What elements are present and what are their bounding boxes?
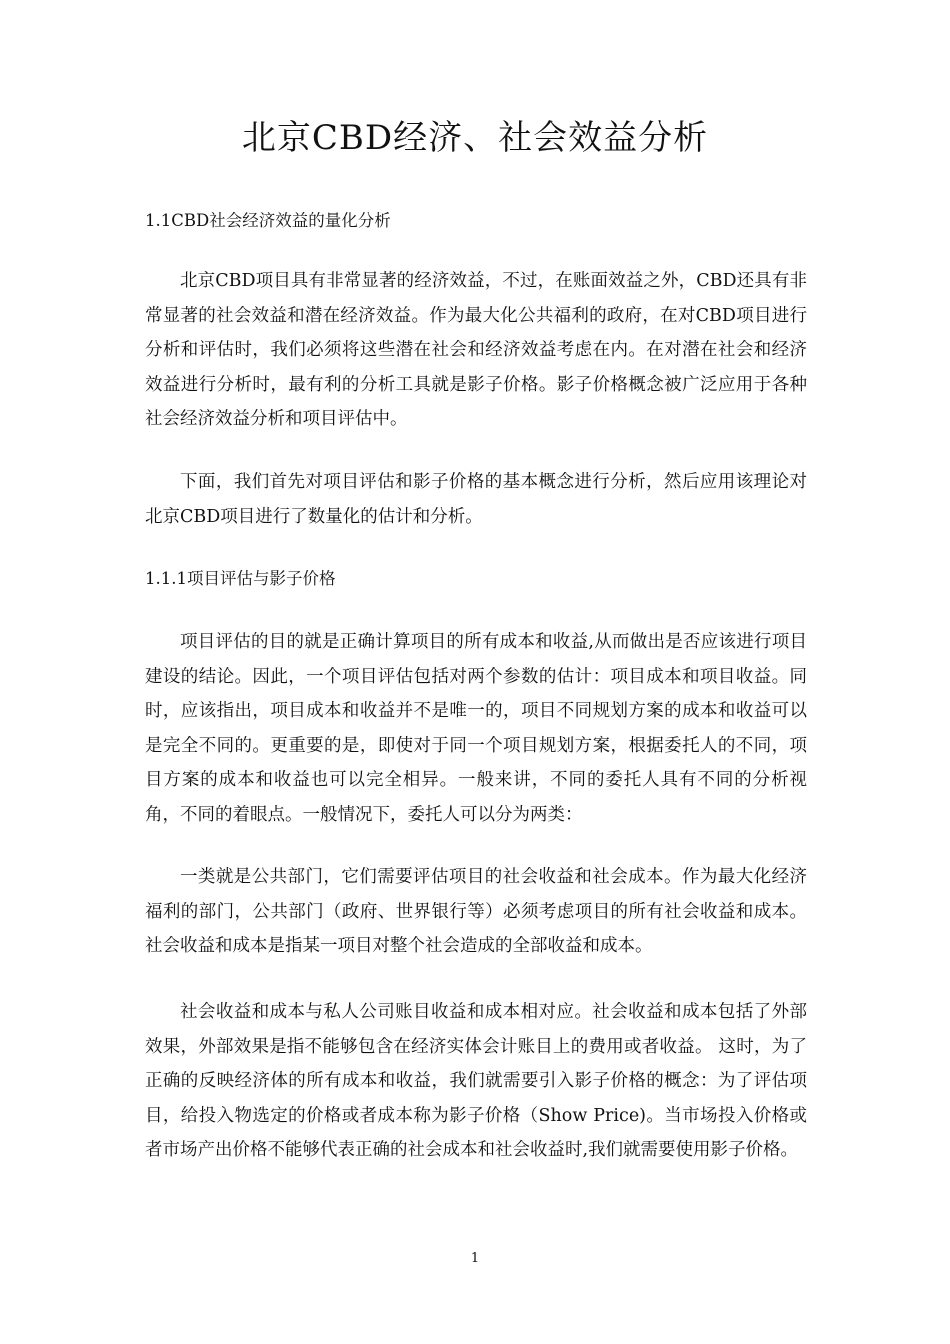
body-paragraph: 下面，我们首先对项目评估和影子价格的基本概念进行分析，然后应用该理论对北京CBD项目进行了数量化的估计和分析。 <box>145 472 807 527</box>
document-title: 北京CBD经济、社会效益分析 <box>241 118 709 158</box>
subsection-heading: 1.1.1项目评估与影子价格 <box>145 569 336 588</box>
section-heading: 1.1CBD社会经济效益的量化分析 <box>145 211 391 230</box>
body-paragraph: 社会收益和成本与私人公司账目收益和成本相对应。社会收益和成本包括了外部效果，外部效果是指不能够包含在经济实体会计账目上的费用或者收益。 这时，为了正确的反映经济体的所有成本和收益，我们就需要引入影子价格的概念：为了评估项目，给投入物选定的价格或者成本称为影子价格（Show Price)。当市场投入价格或者市场产出价格不能够代表正确的社会成本和社会收益时,我们就需要使用影子价格。 <box>145 1002 807 1161</box>
body-paragraph: 一类就是公共部门，它们需要评估项目的社会收益和社会成本。作为最大化经济福利的部门，公共部门（政府、世界银行等）必须考虑项目的所有社会收益和成本。社会收益和成本是指某一项目对整个社会造成的全部收益和成本。 <box>145 867 807 957</box>
body-paragraph: 北京CBD项目具有非常显著的经济效益，不过，在账面效益之外，CBD还具有非常显著的社会效益和潜在经济效益。作为最大化公共福利的政府，在对CBD项目进行分析和评估时，我们必须将这些潜在社会和经济效益考虑在内。在对潜在社会和经济效益进行分析时，最有利的分析工具就是影子价格。影子价格概念被广泛应用于各种社会经济效益分析和项目评估中。 <box>145 271 807 430</box>
page-number: 1 <box>470 1251 480 1266</box>
body-paragraph: 项目评估的目的就是正确计算项目的所有成本和收益,从而做出是否应该进行项目建设的结论。因此，一个项目评估包括对两个参数的估计：项目成本和项目收益。同时，应该指出，项目成本和收益并不是唯一的，项目不同规划方案的成本和收益可以是完全不同的。更重要的是，即使对于同一个项目规划方案，根据委托人的不同，项目方案的成本和收益也可以完全相异。一般来讲，不同的委托人具有不同的分析视角，不同的着眼点。一般情况下，委托人可以分为两类： <box>145 632 807 825</box>
